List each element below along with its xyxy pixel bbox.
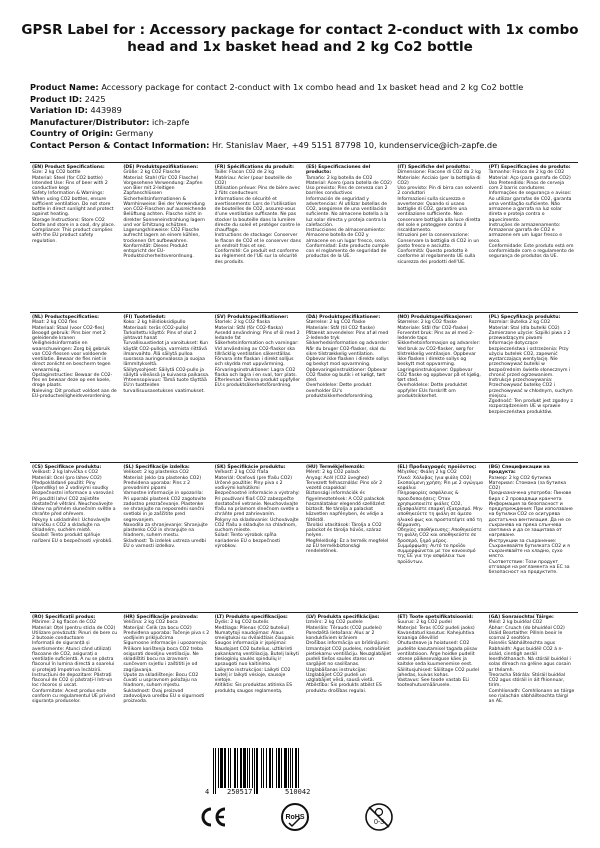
spec-line: Faisnéis Sábháilteachta agus Rabhaidh: Agus buidéil CO2 á n-úsáid, cinntigh aeráil leordhóthanach. Ná stóráil buidéal i solas díreach na gréine agus cosain ar théamh. <box>488 641 571 673</box>
spec-line: Πληροφορίες ασφάλειας & προειδοποιήσεις: Όταν χρησιμοποιείτε φιάλες CO2, εξασφαλίστε επαρκή εξαερισμό. Μην αποθηκεύετε τη φιάλη σε άμεσο ηλιακό φως και προστατέψτε από τη θέρμανση. <box>397 491 483 528</box>
spec-line: Matériau: Acier (pour bouteille de CO2) <box>214 175 292 186</box>
spec-line: Bezpečnostní informace a varování: Při použití lahví CO2 zajistěte dostatečné větrání. Neuchovávejte láhev na přímém slunečním světle a chraňte před ohřevem. <box>32 491 116 518</box>
spec-heading: (DE) Produktspezifikationen: <box>123 165 199 170</box>
spec-line: Rozmiar: Butelka 2 kg CO2 <box>488 320 551 326</box>
spec-line: Predvidena uporaba: Pins z 2 prevodnimi pipami <box>123 480 191 491</box>
spec-line: Materijal: Čelik (za bocu CO2) <box>123 625 192 631</box>
spec-cell <box>121 163 212 312</box>
spec-line: Medžiaga: Plienas (CO2 buteliui) <box>214 625 290 631</box>
spec-line: Megfelelőség: Ez a termék megfelel az EU termékbiztonsági rendeletének. <box>305 538 389 554</box>
svg-text:RoHS: RoHS <box>285 814 305 821</box>
barcode-lead-digit: 4 <box>205 788 210 796</box>
spec-heading: (CS) Specifikace produktu: <box>32 465 102 470</box>
spec-line: Compliance: This product complies with the EU product safety regulation. <box>32 228 113 244</box>
spec-line: Uso previsto: Pin di birra con solventi 2 conduttori <box>397 186 483 197</box>
spec-line: Dydis: 2 kg CO2 butelis <box>214 620 269 626</box>
spec-line: Materiale: Acciaio (per la bottiglia di CO2) <box>397 175 481 186</box>
barcode-bars <box>213 748 331 788</box>
ce-mark-icon <box>198 806 228 828</box>
spec-heading: (GA) Sonraíochtaí Táirge: <box>488 615 554 620</box>
spec-line: Maat: 2 kg CO2 fles <box>32 320 78 326</box>
spec-line: Materiale: Stål (for CO2-flaske) <box>397 325 469 331</box>
spec-line: Sukladnost: Ovaj proizvod zadovoljava uredbu EU o sigurnosti proizvoda. <box>123 688 205 704</box>
spec-line: Instructions de stockage: Conserver le flacon de CO2 et le conserver dans un endroit frais et sec. <box>214 233 301 249</box>
spec-line: Zamierzone użycie: Szpilki piwa z 2 przewodzącymi piwami <box>488 330 571 341</box>
spec-cell <box>487 613 578 762</box>
spec-line: Conformité: Ce produit est conforme au règlement de l'UE sur la sécurité des produits. <box>214 249 299 265</box>
spec-line: Størrelse: 2 kg CO2 flaske <box>305 320 366 326</box>
spec-cell <box>487 313 578 462</box>
spec-heading: (SL) Specifikacije izdelka: <box>123 465 190 470</box>
spec-line: Instruções de armazenamento: Armazenar garrafa de CO2 e armazene em um lugar fresco e seco. <box>488 222 563 244</box>
spec-cell <box>304 613 395 762</box>
spec-line: Tarkoitettu käyttö: Pins of olut 2 johtavat hanat <box>123 330 197 341</box>
spec-line: Sicherheitsinformationen & Warnhinweise: Bei der Verwendung von CO2-Flaschen auf ausreichende Belüftung achten. Flasche nicht in direkter Sonneneinstrahlung lagern und vor Erhitzung schützen. <box>123 196 207 228</box>
spec-line: Uso Pretendido: Pinos de cerveja com 2 barris condutores <box>488 180 565 191</box>
spec-line: Información de seguridad y advertencias: Al utilizar botellas de CO2, asegúrese de una ventilación suficiente. No almacene botella a la luz solar directa y proteja contra la calefacción. <box>305 196 389 228</box>
spec-line: Ohutusteave ja hoiatused: CO2 pudelite kasutamisel tagada piisav ventilatsioon. Ärge hoidke pudelit otsese päikesevalguse käes ja kaitske seda kuumenemise eest. <box>397 641 478 668</box>
spec-line: Skladnost: Ta izdelek ustreza uredbi EU o varnosti izdelkov. <box>123 538 206 549</box>
spec-line: Ábhar: Cruach (do bhuidéal CO2) <box>488 625 565 631</box>
spec-line: Material: Oțel (pentru sticla de CO2) <box>32 625 116 631</box>
spec-line: Laikymo instrukcijos: Laikyti CO2 butelį ir laikyti vėsioje, sausoje vietoje. <box>214 667 291 683</box>
spec-line: Mărime: 2 kg flacon de CO2 <box>32 620 97 626</box>
info-row <box>30 94 575 106</box>
spec-line: Kavandatud kasutus: Kahejuhtiva kraaniga õllevillid <box>397 630 475 641</box>
age-restriction-icon <box>364 802 394 832</box>
spec-line: Drošības informācija un brīdinājumi: Izmantojot CO2 pudeles, nodrošiniet pietiekamu ventilāciju. Neuzglabājiet pudeli tiešos saules staros un sargājiet no sasilšanas. <box>305 641 392 668</box>
spec-line: Σκοπούμενη χρήση: Pin με 2 αγώγιμα κεφάλια <box>397 480 484 491</box>
spec-line: Taille: Flacon CO2 de 2 kg <box>214 170 274 176</box>
info-value: ich-zapfe <box>152 116 190 127</box>
spec-line: Pokyny na skladovanie: Uchovávajte CO2 fľašu a skladujte na chladnom, suchom mieste. <box>214 517 299 533</box>
info-label: Country of Origin: <box>30 128 114 139</box>
spec-line: Υλικό: Χάλυβας (για φιάλη CO2) <box>397 475 472 481</box>
spec-line: Uso previsto: Pins de cerveza con 2 barriles conductivos <box>305 186 388 197</box>
spec-line: Conformità: Questo prodotto è conforme al regolamento UE sulla sicurezza dei prodotti dell'UE. <box>397 249 476 265</box>
ean-barcode <box>205 748 333 798</box>
spec-line: Paredzētā lietošana: Alus ar 2 konduktīviem krāniem <box>305 630 375 641</box>
spec-cell <box>395 463 486 612</box>
spec-line: Συμμόρφωση: Αυτό το προϊόν συμμορφώνεται με τον κανονισμό της ΕΕ για την ασφάλεια των προϊόντων. <box>397 543 476 565</box>
spec-line: Materjal: Teras (CO2 pudeli jaoks) <box>397 625 475 631</box>
spec-heading: (PT) Especificações do produto: <box>488 165 571 170</box>
spec-line: Material: Acero (para botella de CO2) <box>305 180 392 186</box>
spec-line: Instrucciones de almacenamiento: Almacene botella de CO2 y almacene en un lugar fresco, seco. <box>305 228 387 244</box>
spec-cell <box>395 163 486 312</box>
spec-line: Material: Steel (for CO2 bottle) <box>32 175 103 181</box>
spec-line: Izmērs: 2 kg CO2 pudele <box>305 620 363 626</box>
spec-cell <box>304 313 395 462</box>
spec-heading: (HU) Termékjellemzők: <box>305 465 365 470</box>
spec-line: Material: Stahl (für CO2 Flasche) <box>123 175 199 181</box>
spec-heading: (FR) Spécifications du produit: <box>214 165 294 170</box>
barcode-left-digits: 250517 <box>227 788 253 796</box>
spec-line: Størrelse: 2 kg CO2 flaske <box>397 320 457 326</box>
spec-line: Istruzioni per la conservazione: Conservare la bottiglia di CO2 in un posto fresco e asciutto. <box>397 233 480 249</box>
spec-line: Materiaal: Staal (voor CO2-fles) <box>32 325 105 331</box>
spec-line: Информация за безопасност и предупреждения: При използване на бутилки CO2 се осигурява достатъчна вентилация. Да не се съхранява на пряка слънчева светлина и да се защитава от нагряване. <box>488 501 573 539</box>
spec-cell <box>213 163 304 312</box>
spec-cell <box>121 313 212 462</box>
spec-line: Vastavus: See toode vastab ELi tooteohutusmäärusele. <box>397 678 470 689</box>
spec-line: Předpokládané použití: Piny (špendlíky) se 2 vodivými soudky <box>32 480 109 491</box>
spec-line: Οδηγίες αποθήκευσης: Αποθηκεύστε τη φιάλη CO2 και αποθηκεύστε σε δροσερό, ξηρό μέρος. <box>397 528 482 544</box>
spec-row <box>30 312 578 462</box>
spec-line: Informações de segurança e avisos: Ao utilizar garrafas de CO2, garanta uma ventilação suficiente. Não armazene a garrafa na luz solar direta e proteja contra o aquecimento. <box>488 191 572 223</box>
spec-line: Materiał: Stal (dla butelki CO2) <box>488 325 560 331</box>
info-label: Contact Person & Contact Information: <box>30 139 210 150</box>
spec-line: Förvaringsinstruktioner: Lagra CO2 flaska och lagra i en sval, torr plats. <box>214 367 297 378</box>
spec-line: Velikost: 2 kg plastenka CO2 <box>123 470 189 476</box>
spec-line: Méid: 2 kg buidéal CO2 <box>488 620 543 626</box>
spec-line: Storage Instructions: Store CO2 bottle and store in a cool, dry place. <box>32 217 116 228</box>
spec-line: Säilytysohjeet: Säilytä CO2-pullo ja säilytä viileässä ja kuivassa paikassa. <box>123 367 210 378</box>
spec-line: Koko: 2 kg hiilidioksidipullo <box>123 320 186 326</box>
spec-line: Biztonsági információk és figyelmeztetések: A CO2 palackok használatakor elegendő szellőzést biztosít. Ne tárolja a palackot közvetlen napfényben, és védje a fűtéstől. <box>305 491 385 523</box>
spec-line: Conformidad: Este producto cumple con el reglamento de seguridad de productos de la UE. <box>305 243 389 260</box>
spec-line: Materiāls: Tērauds (CO2 pudelei) <box>305 625 382 631</box>
info-value: 2425 <box>84 93 106 104</box>
spec-line: Soulad: Tento produkt splňuje nařízení EU o bezpečnosti výrobků. <box>32 533 113 544</box>
spec-heading: (ET) Toote spetsifikatsioonid: <box>397 615 474 620</box>
spec-cell <box>304 463 395 612</box>
spec-line: Opslaginstructies: Bewaar de CO2-fles en bewaar deze op een koele, droge plaats. <box>32 372 113 389</box>
spec-line: Upute za skladištenje: Bocu CO2 čuvati u uspravnom položaju na hladnom, suhom mjestu. <box>123 672 199 689</box>
spec-heading: (ES) Especificaciones del producto: <box>305 165 371 176</box>
spec-line: Atitiktis: Šis produktas atitinka ES produktų saugos reglamentą. <box>214 683 293 694</box>
spec-line: Sikkerhetsinformasjon og advarsler: Ved bruk av CO2-flasker, sørg for tilstrekkelig ventilasjon. Oppbevar ikke flasken i direkte sollys og beskytt mot oppvarming. <box>397 341 480 368</box>
barcode-right-digits: 510042 <box>285 788 311 796</box>
spec-line: Μέγεθος: Φιάλη 2 kg CO2 <box>397 470 457 476</box>
spec-line: Safety Information & Warnings: When using CO2 bottles, ensure sufficient ventilation. Do not store bottle in direct sunlight and protect against heating. <box>32 191 114 218</box>
spec-line: Zgodność: Ten produkt jest zgodny z rozporządzeniem UE w sprawie bezpieczeństwa produktów. <box>488 399 573 415</box>
spec-line: Materiale: Stål (til CO2 flaske) <box>305 325 375 331</box>
spec-cell <box>121 463 212 612</box>
spec-line: Atbilstība: Šis produkts atbilst ES produktu drošības regulai. <box>305 683 382 694</box>
spec-line: Materiál: Ocel (pro láhev CO2) <box>32 475 102 481</box>
spec-line: Materiaali: teräs (CO2-pullo) <box>123 325 189 331</box>
spec-line: Lagerungshinweise: CO2 Flasche aufrecht lagern an einem kühlen, trockenen Ort aufbewahren. <box>123 228 200 244</box>
spec-line: Numatytoji naudojimas: Alaus smeigtukai su dvilaidžiais čiaupais <box>214 630 294 641</box>
spec-line: Súlad: Tento výrobok spĺňa nariadenie EÚ o bezpečnosti výrobkov. <box>214 533 281 549</box>
info-value: 443989 <box>90 105 122 116</box>
spec-line: Úsáid Beartaithe: Pillnín beoir le scornaí 2 seoltóra <box>488 630 563 641</box>
spec-heading: (NL) Productspecificaties: <box>32 315 99 320</box>
spec-line: Pokyny k uskladnění: Uchovávejte lahvičku s CO2 a skladujte na chladném, suchém místě. <box>32 517 111 533</box>
spec-line: Dimensione: Flacone di CO2 da 2 kg <box>397 170 481 176</box>
spec-line: Instrucțiuni de depozitare: Păstrați flaconul de CO2 și păstrați-l într-un loc răcoros și uscat. <box>32 672 113 689</box>
spec-line: Lagringsinstruksjoner: Oppbevar CO2 flaske og oppbevar på et kjølig, tørt sted. <box>397 367 481 383</box>
spec-grid <box>30 162 578 762</box>
spec-line: Informations de sécurité et avertissements: Lors de l'utilisation de bouteilles de CO2, assurez-vous d'une ventilation suffisante. Ne pas stocker la bouteille dans la lumière directe du soleil et protéger contre le chauffage. <box>214 196 301 233</box>
info-value: Accessory package for contact 2-conduct with 1x combo head and 1x basket head and 2 kg Co2 bottle <box>101 82 524 92</box>
spec-heading: (BG) Спецификации на продукта: <box>488 465 550 476</box>
spec-line: Avsedd användning: Pins of öl med 2 ledande fat <box>214 330 300 341</box>
info-row <box>30 140 575 152</box>
info-label: Variation ID: <box>30 105 88 116</box>
spec-line: Utilisation prévue: Pins de bière avec 2 fûts conducteurs <box>214 186 301 197</box>
spec-line: Varnostne informacije in opozorila: Pri uporabi plastenk CO2 zagotovite zadostno prezračevanje. Plastenke ne shranjujte na neposredni sončni svetlobi in jo zaščitite pred segrevanjem. <box>123 491 207 523</box>
spec-cell <box>213 313 304 462</box>
spec-line: Overholdelse: Dette produkt overholder EU's produktsikkerhedsforordning. <box>305 383 374 399</box>
spec-line: Tamanho: Frasco de 2 kg de CO2 <box>488 170 565 176</box>
spec-cell <box>30 163 121 312</box>
spec-line: Utilizare prevăzută: Pinuri de bere cu 2 butoaie conductoare <box>32 630 118 641</box>
spec-cell <box>304 163 395 312</box>
spec-line: Velikost: 2 kg lahvička s CO2 <box>32 470 99 476</box>
spec-line: Veiligheidsinformatie en waarschuwingen: Zorg bij gebruik van CO2-flessen voor voldoende ventilatie. Bewaar de fles niet in direct zonlicht en bescherm tegen verwarming. <box>32 341 111 373</box>
spec-line: Turvallisuustiedot ja varoitukset: Kun käytät CO2-pulloja, varmista riittävä ilmanvaihto. Älä säilytä pulloa suorassa auringonvalossa ja suojaa lämmitykseltä. <box>123 341 209 368</box>
spec-line: Suurus: 2 kg CO2 pudel <box>397 620 452 626</box>
spec-cell <box>487 463 578 612</box>
spec-heading: (NO) Produktspesifikasjoner: <box>397 315 473 320</box>
spec-line: Vorgesehene Verwendung: Zapfen von Bier mit 2-leitigen Zapfanschlüssen <box>123 180 203 197</box>
spec-line: Treoracha Stórála: Stóráil buidéal CO2 agus stóráil in áit fhionnuar, tirim. <box>488 672 566 689</box>
spec-line: Conformidade: Este produto está em conformidade com o regulamento de segurança de produtos da UE. <box>488 243 574 260</box>
spec-cell <box>30 463 121 612</box>
spec-heading: (FI) Tuotetiedot: <box>123 315 166 320</box>
spec-line: Tamaño: 2 kg botella de CO2 <box>305 175 373 181</box>
spec-heading: (DA) Produktspecifikationer: <box>305 315 381 320</box>
rohs-icon <box>280 802 310 832</box>
spec-line: Материал: Стомана (за бутилка CO2) <box>488 480 567 491</box>
spec-cell <box>487 163 578 312</box>
spec-heading: (EL) Προδιαγραφές προϊόντος: <box>397 465 477 470</box>
spec-line: Anyag: Acél (CO2 üveghez) <box>305 475 369 481</box>
info-row <box>30 128 575 140</box>
spec-heading: (RO) Specificații produs: <box>32 615 96 620</box>
svg-text:0-3: 0-3 <box>373 819 385 826</box>
spec-line: Съответствие: Този продукт отговаря на регламента на ЕС за безопасност на продуктите. <box>488 559 570 575</box>
spec-line: Предназначена употреба: Пинове бира с 2 проводящи кранчета <box>488 491 572 502</box>
info-label: Product Name: <box>30 82 99 92</box>
spec-line: Säilitusjuhised: Säilitage CO2 pudel jahedas, kuivas kohas. <box>397 667 479 678</box>
spec-line: Sigurnosne informacije i upozorenja: Prilikom korištenja boca CO2 treba osigurati dovoljnu ventilaciju. Ne skladištiti bocu na izravnom sunčevom svjetlu i zaštititi je od zagrijavanja. <box>123 641 208 673</box>
spec-cell <box>213 613 304 762</box>
spec-line: Veličina: 2 kg CO2 boca <box>123 620 178 626</box>
spec-line: Informazioni sulla sicurezza e avvertenze: Quando si usano bottiglie di CO2, garantire una ventilazione sufficiente. Non conservare bottiglia alla luce diretta del sole e proteggere contro il riscaldamento. <box>397 196 481 233</box>
spec-line: Yhteensopivuus: Tämä tuote täyttää EU:n tuotteiden turvallisuusasetuksen vaatimukset. <box>123 378 207 394</box>
spec-line: Comhlíonadh: Comhlíonann an táirge seo rialachán sábháilteachta táirgí an AE. <box>488 688 575 704</box>
spec-heading: (SK) Špecifikácie produktu: <box>214 465 286 470</box>
spec-line: Konformität: Dieses Produkt entspricht der EU-Produktsicherheitsverordnung. <box>123 243 194 260</box>
spec-row <box>30 612 578 762</box>
label-title: GPSR Label for : Accessory package for contact 2-conduct with 1x combo head and 1x basket head and 2 kg Co2 bottle <box>21 22 579 55</box>
spec-line: Beoogd gebruik: Pins bier met 2 geleidende kranen <box>32 330 106 341</box>
spec-heading: (IT) Specifiche del prodotto: <box>397 165 471 170</box>
spec-line: Saugos informacija ir įspėjimai: Naudojant CO2 butelius, užtikrinti pakankamą ventiliaciją. Butelį laikyti tiesioginių saulės spindulių ir apsaugoti nuo kaitinimo. <box>214 641 299 668</box>
spec-line: Größe: 2 kg CO2 Flasche <box>123 170 181 176</box>
spec-heading: (LV) Produkta specifikācijas: <box>305 615 380 620</box>
spec-line: Uzglabāšanas instrukcijas: Uzglabājiet CO2 pudeli un uzglabājiet vēsā, sausā vietā. <box>305 667 375 683</box>
info-label: Manufacturer/Distributor: <box>30 116 150 127</box>
spec-cell <box>395 613 486 762</box>
spec-cell <box>121 613 212 762</box>
spec-line: Material: Stål (för CO2-flaska) <box>214 325 283 331</box>
spec-heading: (LT) Produkto specifikacijos: <box>214 615 288 620</box>
spec-line: Opbevaringsinstruktioner: Opbevar CO2 flaske og butik i et køligt, tørt sted. <box>305 367 388 383</box>
spec-line: Размер: 2 kg CO2 бутилка <box>488 475 552 481</box>
spec-line: Materiál: Oceľová (pre fľašu CO2) <box>214 475 293 481</box>
spec-line: Efterlevnad: Denna produkt uppfyller EU:s produktsäkerhetsförordning. <box>214 378 301 389</box>
label-footer <box>160 748 460 838</box>
spec-line: Informații de siguranță și avertismente: Atunci când utilizați flacoane de CO2, asigurați o ventilație suficientă. A nu se păstra flaconul în lumina directă a soarelui și protejați împotriva încălzirii. <box>32 641 115 673</box>
spec-line: Informacje dotyczące bezpieczeństwa i ostrzeżenia: Przy użyciu butelek CO2, zapewnić wystarczającą wentylację. Nie przechowywać butelki w bezpośrednim świetle słonecznym i chronić przed ogrzewaniem. <box>488 341 571 378</box>
spec-line: Predviđena uporaba: Točenje piva s 2 vodljivim priključcima <box>123 630 210 641</box>
spec-line: Material: Aço (para garrafa de CO2) <box>488 175 571 181</box>
info-value: Hr. Stanislav Maer, +49 5151 87798 10, kundenservice@ich-zapfe.de <box>212 139 498 150</box>
spec-line: Säkerhetsinformation och varningar: Vid användning av CO2-flaskor ska tillräcklig ventilation säkerställas. Förvara inte flaskan i direkt solljus och skydda mot uppvärmning. <box>214 341 299 368</box>
spec-line: Sikkerhedsinformation og advarsler: Når du bruger CO2-flasker, skal du sikre tilstrækkelig ventilation. Opbevar ikke flasken i direkte sollys og beskyt mod opvarmning. <box>305 341 390 368</box>
spec-heading: (HR) Specifikacije proizvoda: <box>123 615 198 620</box>
spec-line: Instrukcje przechowywania: Przechowywać butelkę CO2 i przechowywać w chłodnym, suchym miejscu. <box>488 378 573 399</box>
info-row <box>30 117 575 129</box>
spec-cell <box>30 613 121 762</box>
spec-line: Veľkosť: 2 kg CO2 fľaša <box>214 470 269 476</box>
info-row <box>30 105 575 117</box>
spec-cell <box>395 313 486 462</box>
spec-line: Méret: 2 kg CO2 palack <box>305 470 360 476</box>
spec-line: Forventet bruk: Pins av øl med 2-ledende taps <box>397 330 474 341</box>
spec-line: Intended Use: Fins of beer with 2 conductive kegs <box>32 180 108 191</box>
spec-line: Určené použitie: Piny piva s 2 vodivými kohútikmi <box>214 480 283 491</box>
spec-cell <box>213 463 304 612</box>
product-info <box>30 82 575 152</box>
spec-heading: (SV) Produktspecifikationer: <box>214 315 289 320</box>
spec-line: Overholdelse: Dette produktet oppfyller EUs forskrift om produktsikkerhet. <box>397 383 468 399</box>
spec-line: Bezpečnostné informácie a výstrahy: Pri používaní fliaš CO2 zabezpečte dostatočné vetranie. Neuchovávajte fľašu na priamom slnečnom svetle a chráňte pred zahrievaním. <box>214 491 300 518</box>
spec-line: Påtænkt anvendelse: Pins af øl med 2-ledende tryk <box>305 330 389 341</box>
spec-line: Naleving: Dit product voldoet aan de EU-productveiligheidsverordening. <box>32 388 117 399</box>
spec-heading: (EN) Product Specifications: <box>32 165 105 170</box>
spec-line: Tárolási utasítások: Tárolja a CO2 palackot és tárolja hűvös, száraz helyen. <box>305 522 382 539</box>
spec-line: Conformitate: Acest produs este conform cu regulamentul UE privind siguranța produselor. <box>32 688 116 704</box>
spec-line: Tervezett felhasználás: Pins sör 2 vezető csapokkal <box>305 480 383 491</box>
spec-line: Size: 2 kg CO2 bottle <box>32 170 81 176</box>
spec-line: Storlek: 2 kg CO2 flaska <box>214 320 270 326</box>
spec-row <box>30 162 578 312</box>
info-value: Germany <box>115 128 154 139</box>
spec-row <box>30 462 578 612</box>
spec-line: Navodila za shranjevanje: Shranjujte plastenko CO2 in shranjujte na hladnem, suhem mestu. <box>123 522 208 539</box>
info-row <box>30 82 575 94</box>
info-label: Product ID: <box>30 93 83 104</box>
spec-line: Инструкции за съхранение: Съхранявайте бутилката CO2 и я съхранявайте на хладно, сухо място. <box>488 538 570 560</box>
spec-cell <box>30 313 121 462</box>
spec-heading: (PL) Specyfikacja produktu: <box>488 315 561 320</box>
spec-line: Material: Jeklo (za plastenko CO2) <box>123 475 202 481</box>
